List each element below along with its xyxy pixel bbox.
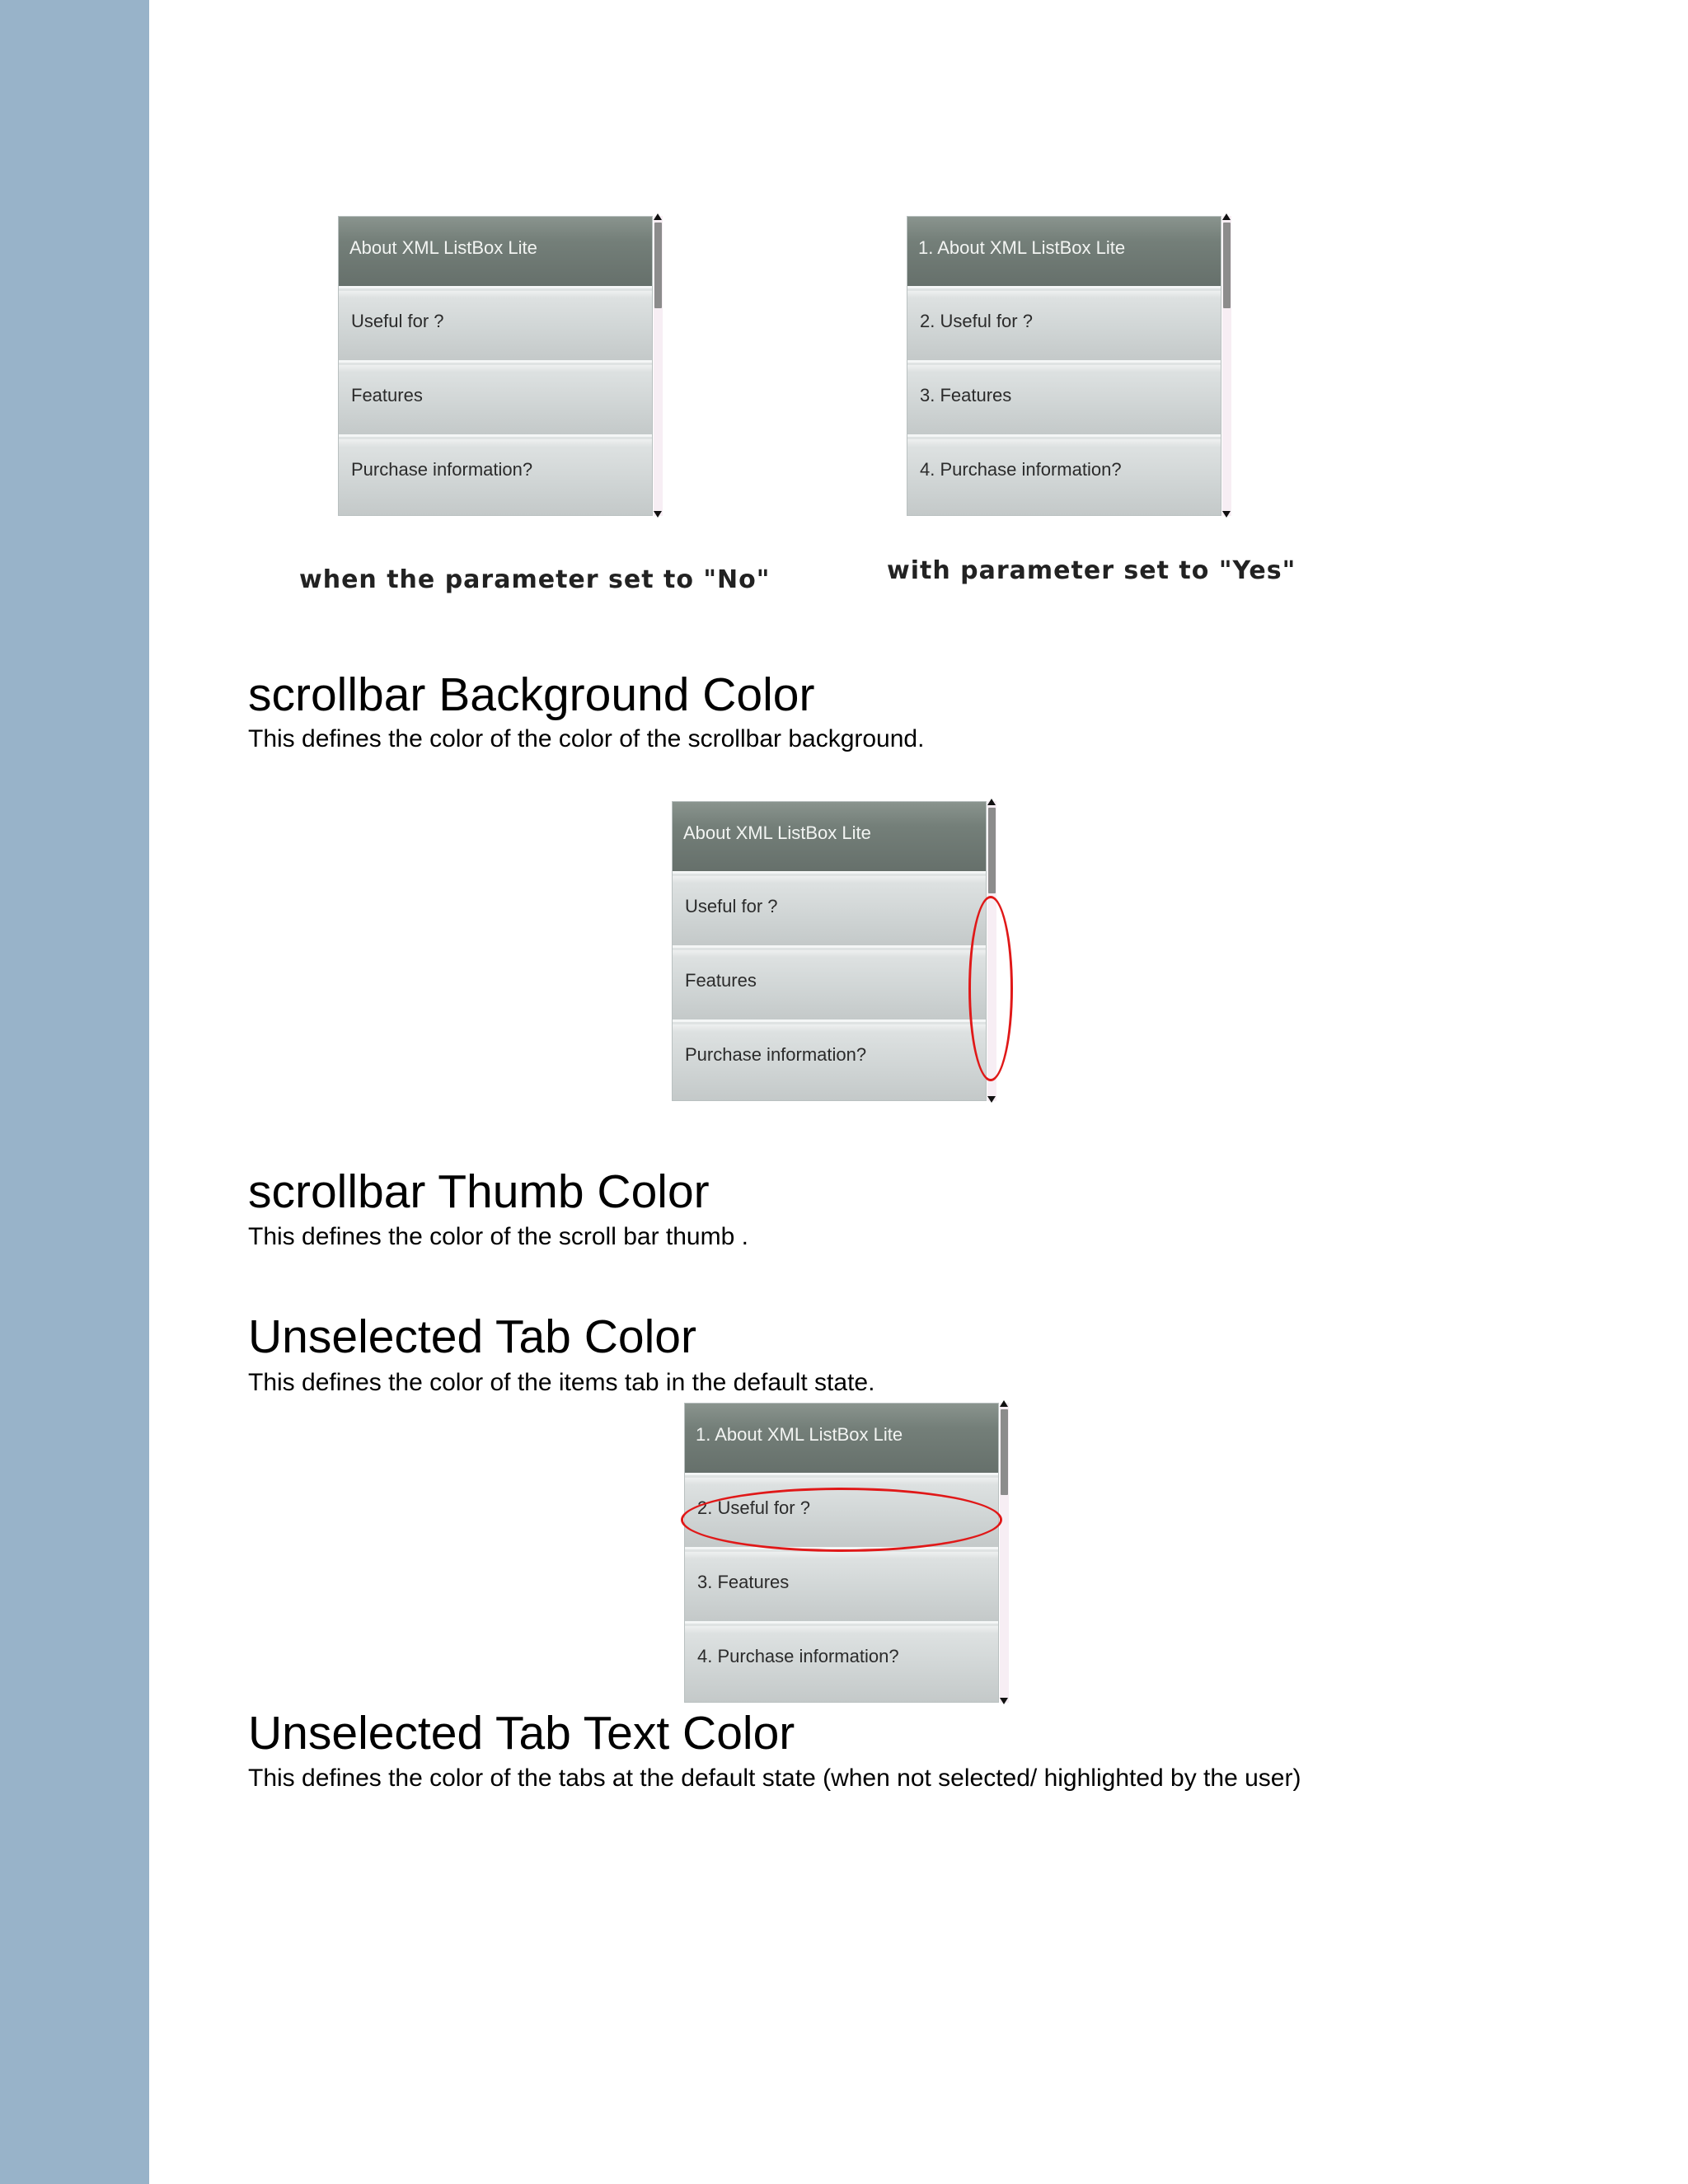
listbox-items (338, 216, 653, 516)
heading-scrollbar-thumb-color: scrollbar Thumb Color (248, 1165, 710, 1218)
listbox-item[interactable]: 3. Features (685, 1552, 998, 1624)
listbox-item[interactable]: About XML ListBox Lite (673, 802, 986, 874)
caption-parameter-yes: with parameter set to "Yes" (887, 556, 1296, 585)
heading-unselected-tab-text-color: Unselected Tab Text Color (248, 1707, 795, 1760)
scrollbar-thumb[interactable] (654, 223, 662, 308)
listbox-example-no-numbering (338, 216, 663, 516)
listbox-example-numbered (907, 216, 1231, 516)
listbox-item[interactable]: 2. Useful for ? (907, 291, 1221, 363)
scrollbar[interactable] (1000, 1403, 1009, 1703)
desc-unselected-tab-color: This defines the color of the items tab in the default state. (248, 1369, 875, 1396)
scroll-down-arrow-icon[interactable] (1222, 511, 1231, 518)
scroll-up-arrow-icon[interactable] (987, 799, 996, 805)
listbox-example-scrollbar-background (672, 801, 996, 1101)
scrollbar[interactable] (1222, 216, 1231, 516)
scroll-up-arrow-icon[interactable] (654, 213, 662, 220)
desc-scrollbar-thumb-color: This defines the color of the scroll bar thumb . (248, 1223, 748, 1250)
listbox-item[interactable]: 1. About XML ListBox Lite (685, 1404, 998, 1475)
scrollbar-thumb[interactable] (1001, 1409, 1008, 1495)
scrollbar[interactable] (654, 216, 663, 516)
listbox-item[interactable]: Purchase information? (673, 1024, 986, 1100)
listbox-item[interactable]: 4. Purchase information? (685, 1626, 998, 1702)
listbox-item[interactable]: Features (339, 365, 652, 437)
listbox-item[interactable]: About XML ListBox Lite (339, 217, 652, 288)
listbox-item[interactable]: Features (673, 950, 986, 1022)
desc-unselected-tab-text-color: This defines the color of the tabs at the default state (when not selected/ highlighted by the user) (248, 1765, 1301, 1792)
listbox-item[interactable]: Purchase information? (339, 439, 652, 515)
scroll-up-arrow-icon[interactable] (1222, 213, 1231, 220)
scroll-down-arrow-icon[interactable] (654, 511, 662, 518)
caption-parameter-no: when the parameter set to "No" (299, 565, 771, 594)
listbox-item[interactable]: 3. Features (907, 365, 1221, 437)
listbox-item[interactable]: Useful for ? (673, 876, 986, 948)
scroll-up-arrow-icon[interactable] (1000, 1400, 1008, 1407)
listbox-items (672, 801, 987, 1101)
listbox-item[interactable]: 2. Useful for ? (685, 1478, 998, 1549)
listbox-item[interactable]: Useful for ? (339, 291, 652, 363)
highlight-ellipse-scrollbar-background (968, 896, 1013, 1081)
listbox-item[interactable]: 4. Purchase information? (907, 439, 1221, 515)
listbox-item[interactable]: 1. About XML ListBox Lite (907, 217, 1221, 288)
listbox-items (907, 216, 1221, 516)
highlight-ellipse-unselected-tab (681, 1488, 1002, 1552)
left-sidebar-band (0, 0, 149, 2184)
desc-scrollbar-background-color: This defines the color of the color of the scrollbar background. (248, 725, 925, 752)
scrollbar-thumb[interactable] (988, 808, 996, 893)
heading-scrollbar-background-color: scrollbar Background Color (248, 668, 815, 721)
scroll-down-arrow-icon[interactable] (987, 1096, 996, 1103)
listbox-example-unselected-tab (684, 1403, 1009, 1703)
heading-unselected-tab-color: Unselected Tab Color (248, 1310, 696, 1363)
listbox-items (684, 1403, 999, 1703)
scrollbar-thumb[interactable] (1223, 223, 1231, 308)
scroll-down-arrow-icon[interactable] (1000, 1698, 1008, 1704)
